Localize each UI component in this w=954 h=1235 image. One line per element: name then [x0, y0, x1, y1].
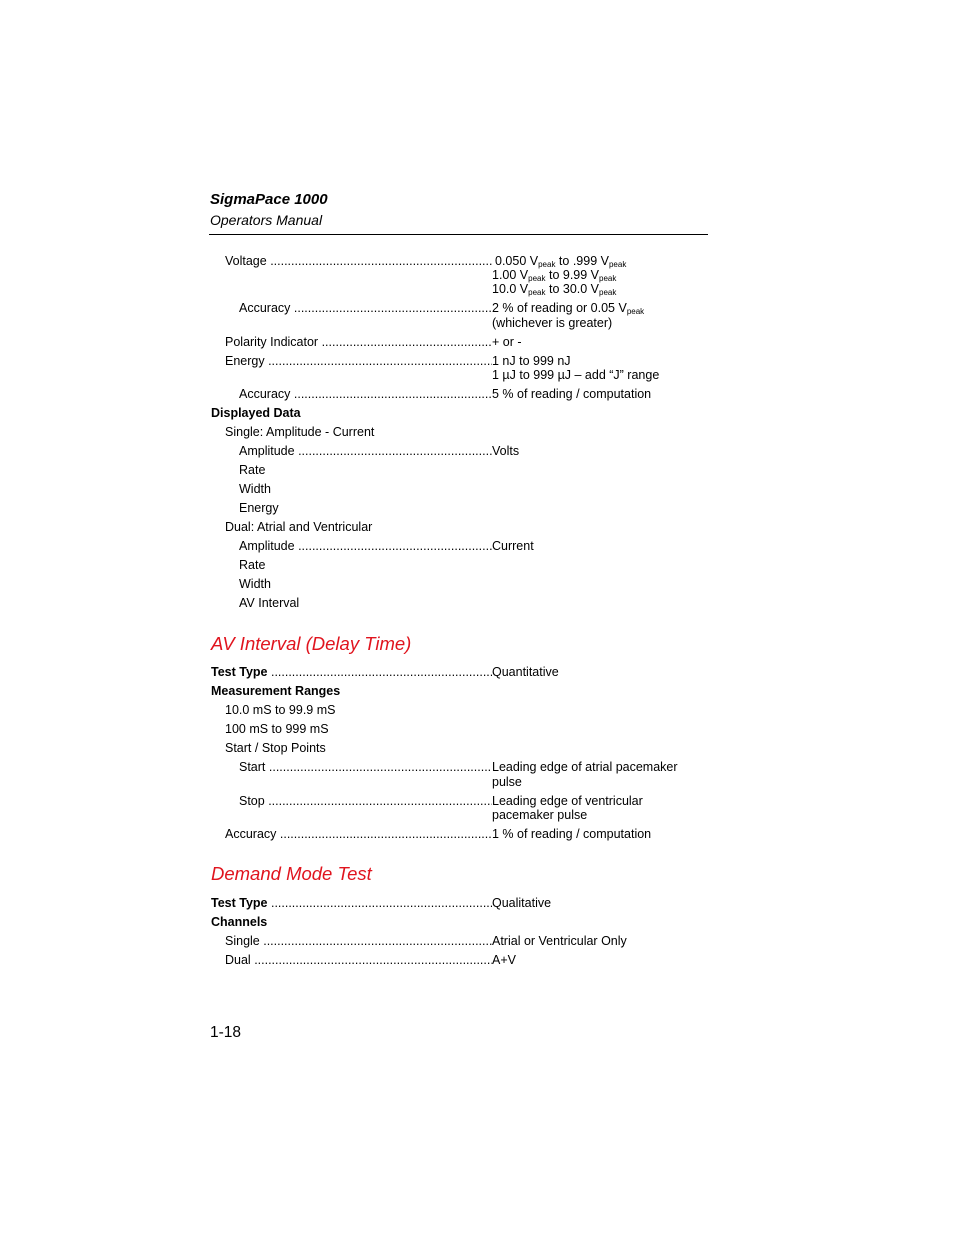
demand-test-type-label: Test Type .....	[211, 896, 492, 911]
av-test-type-label: Test Type .....	[211, 665, 492, 680]
energy-label: Energy .....	[225, 354, 492, 369]
start-label: Start .....	[239, 760, 492, 775]
start-value-cont: pulse	[492, 775, 522, 789]
start-stop-points-label: Start / Stop Points	[225, 741, 326, 755]
dual-item-av-interval: AV Interval	[239, 596, 300, 610]
displayed-data-heading: Displayed Data	[211, 406, 301, 420]
demand-mode-heading: Demand Mode Test	[211, 863, 372, 884]
dual-amplitude-label: Amplitude .....	[239, 539, 492, 554]
stop-value: Leading edge of ventricular	[492, 794, 643, 808]
voltage-accuracy-note: (whichever is greater)	[492, 316, 613, 330]
channel-single-value: Atrial or Ventricular Only	[492, 934, 627, 948]
voltage-range-3: 10.0 $V_{peak}$ to 30.0 $V_{peak}$	[492, 282, 617, 297]
range-item-2: 100 mS to 999 mS	[225, 722, 329, 736]
voltage-range-2: 1.00 $V_{peak}$ to 9.99 $V_{peak}$	[492, 268, 617, 283]
channels-heading: Channels	[211, 915, 268, 929]
range-item-1: 10.0 mS to 99.9 mS	[225, 703, 336, 717]
voltage-accuracy-label: Accuracy .....	[239, 301, 492, 316]
stop-label: Stop .....	[239, 794, 492, 809]
energy-accuracy-value: 5 % of reading / computation	[492, 387, 652, 401]
demand-test-type-value: Qualitative	[492, 896, 552, 910]
av-accuracy-label: Accuracy .....	[225, 827, 492, 842]
document-subtitle: Operators Manual	[210, 212, 323, 228]
single-item-energy: Energy	[239, 501, 279, 515]
single-label: Single: Amplitude - Current	[225, 425, 375, 439]
single-amplitude-value: Volts	[492, 444, 520, 458]
energy-range-1: 1 nJ to 999 nJ	[492, 354, 571, 368]
dual-amplitude-value: Current	[492, 539, 534, 553]
single-amplitude-label: Amplitude .....	[239, 444, 492, 459]
single-item-width: Width	[239, 482, 271, 496]
document-title: SigmaPace 1000	[210, 191, 328, 208]
dual-label: Dual: Atrial and Ventricular	[225, 520, 373, 534]
dual-item-rate: Rate	[239, 558, 266, 572]
measurement-ranges-heading: Measurement Ranges	[211, 684, 341, 698]
page-number: 1-18	[210, 1024, 242, 1041]
header-rule	[209, 234, 708, 235]
single-item-rate: Rate	[239, 463, 266, 477]
energy-accuracy-label: Accuracy .....	[239, 387, 492, 402]
polarity-value: + or -	[492, 335, 522, 349]
start-value: Leading edge of atrial pacemaker	[492, 760, 678, 774]
channel-dual-label: Dual .....	[225, 953, 492, 968]
voltage-accuracy-value: 2 % of reading or 0.05 $V_{peak}$	[492, 301, 645, 316]
polarity-label: Polarity Indicator .....	[225, 335, 492, 350]
av-accuracy-value: 1 % of reading / computation	[492, 827, 652, 841]
stop-value-cont: pacemaker pulse	[492, 808, 588, 822]
channel-single-label: Single .....	[225, 934, 492, 949]
voltage-label: Voltage .....	[225, 254, 492, 269]
voltage-range-1: 0.050 $V_{peak}$ to .999 $V_{peak}$	[495, 254, 627, 269]
energy-range-2: 1 µJ to 999 µJ – add “J” range	[492, 368, 660, 382]
dual-item-width: Width	[239, 577, 271, 591]
av-interval-heading: AV Interval (Delay Time)	[211, 633, 412, 654]
av-test-type-value: Quantitative	[492, 665, 559, 679]
channel-dual-value: A+V	[492, 953, 516, 967]
